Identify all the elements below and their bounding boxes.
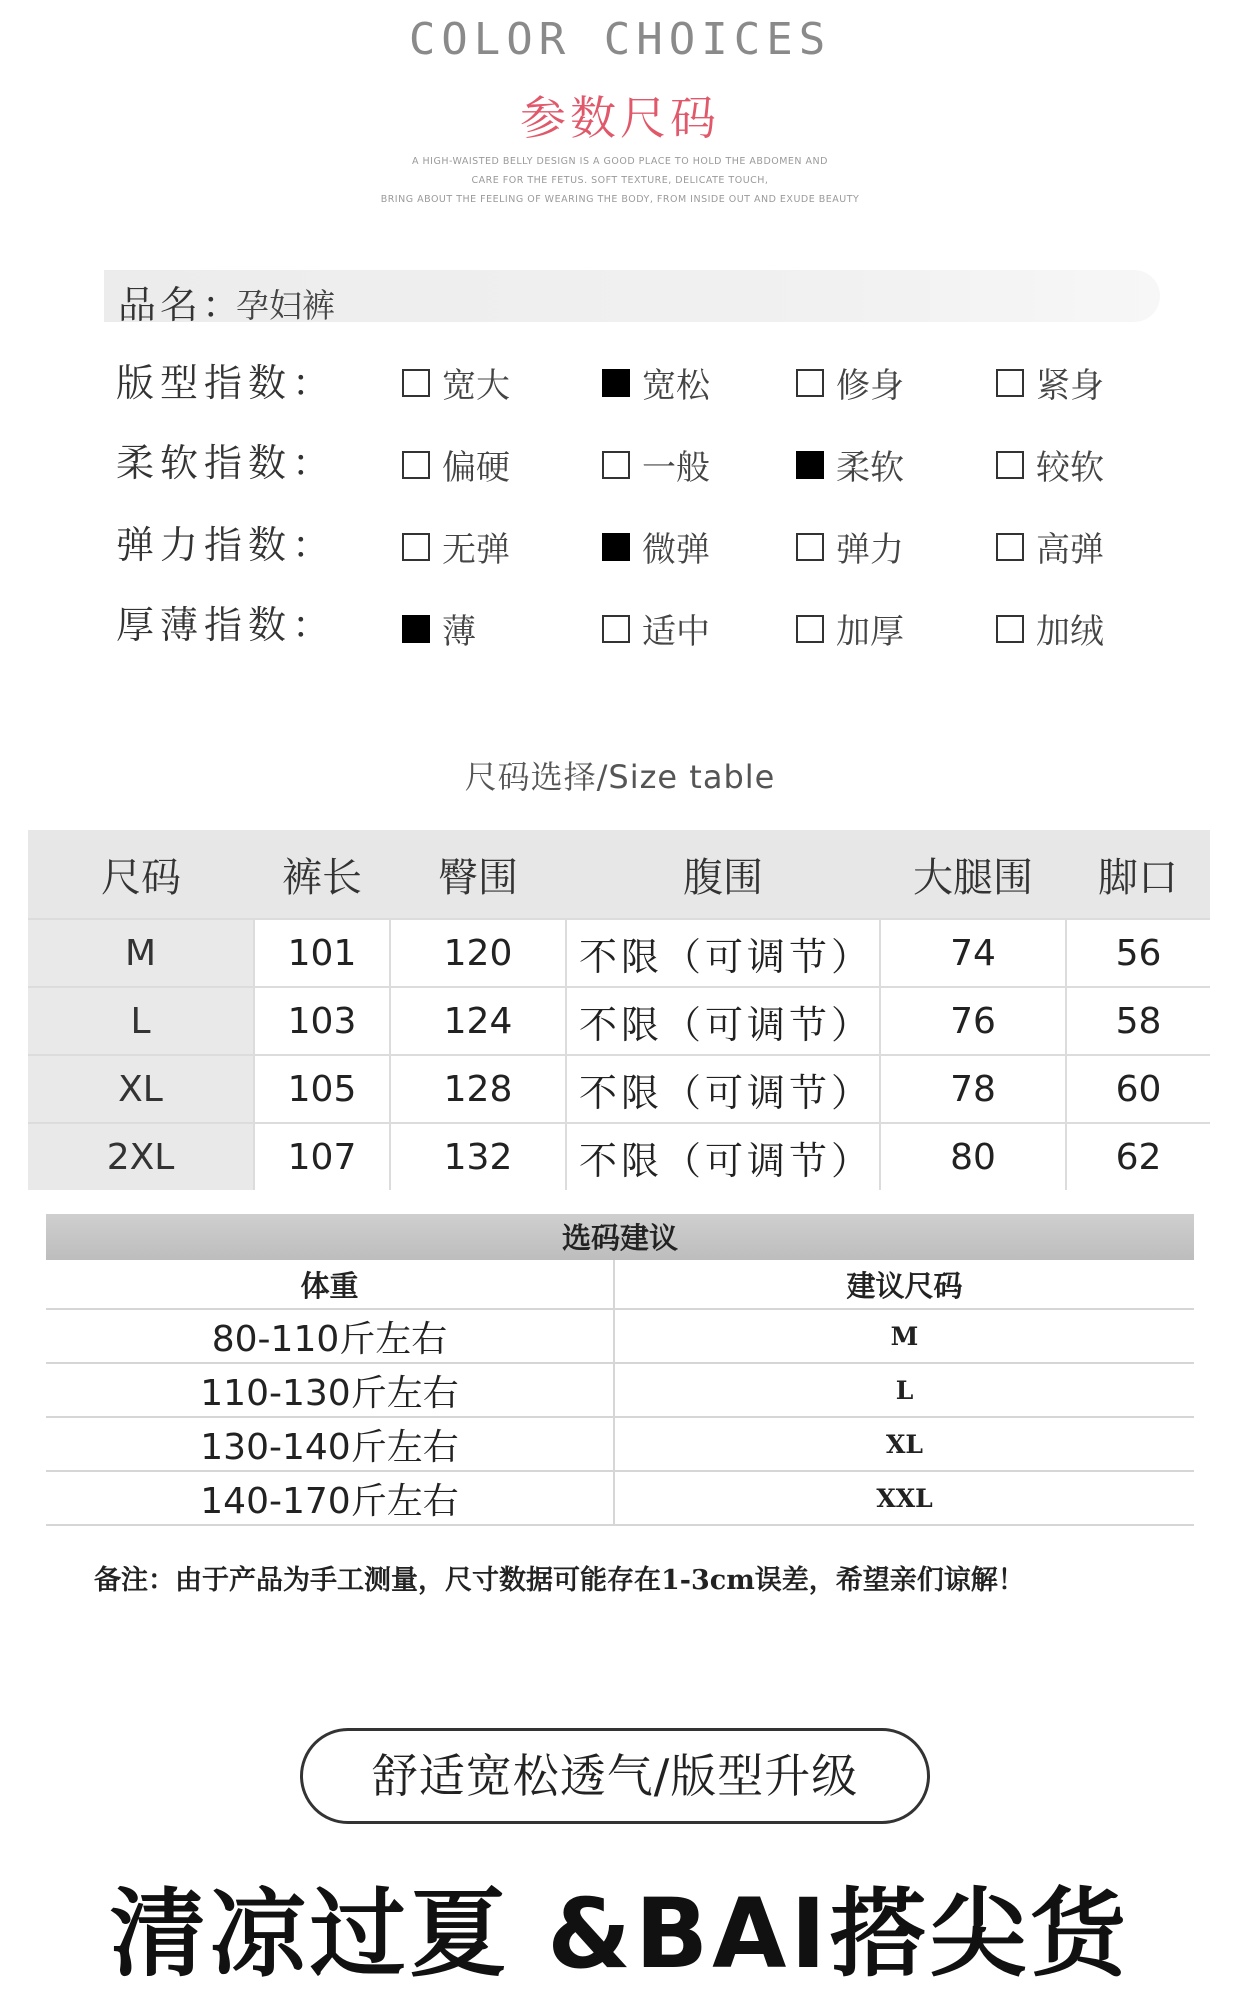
checkbox-icon <box>602 451 630 479</box>
table-row <box>46 1363 1194 1417</box>
hem-cell: 60 <box>1066 1055 1210 1123</box>
size-table <box>28 830 1210 1190</box>
thickness-option-thin: 薄 <box>402 604 476 653</box>
table-row <box>28 919 1210 987</box>
header-weight: 体重 <box>46 1260 614 1309</box>
belly-cell: 不限（可调节） <box>566 1055 880 1123</box>
hem-cell: 56 <box>1066 919 1210 987</box>
header-thigh: 大腿围 <box>880 830 1066 919</box>
table-row <box>28 1123 1210 1190</box>
fit-option-wide: 宽大 <box>402 358 510 407</box>
checkbox-icon <box>602 615 630 643</box>
elasticity-option-none: 无弹 <box>402 522 510 571</box>
color-choices-title: COLOR CHOICES <box>408 14 832 65</box>
hip-cell: 132 <box>390 1123 566 1190</box>
softness-option-normal: 一般 <box>602 440 710 489</box>
table-row <box>46 1309 1194 1363</box>
recommendation-header <box>46 1260 1194 1309</box>
checkbox-icon <box>796 369 824 397</box>
weight-cell: 80-110斤左右 <box>46 1309 614 1363</box>
suggested-size-cell: L <box>614 1363 1194 1417</box>
length-cell: 107 <box>254 1123 390 1190</box>
size-table-header <box>28 830 1210 919</box>
hem-cell: 62 <box>1066 1123 1210 1190</box>
hem-cell: 58 <box>1066 987 1210 1055</box>
length-cell: 105 <box>254 1055 390 1123</box>
header-length: 裤长 <box>254 830 390 919</box>
header-suggested-size: 建议尺码 <box>614 1260 1194 1309</box>
thickness-index-label: 厚薄指数： <box>116 603 337 647</box>
belly-cell: 不限（可调节） <box>566 1123 880 1190</box>
checked-box-icon <box>402 615 430 643</box>
table-row <box>28 987 1210 1055</box>
checkbox-icon <box>402 451 430 479</box>
hip-cell: 120 <box>390 919 566 987</box>
table-row <box>46 1417 1194 1471</box>
table-row <box>28 1055 1210 1123</box>
thickness-option-fleece: 加绒 <box>996 604 1104 653</box>
hip-cell: 124 <box>390 987 566 1055</box>
feature-pill: 舒适宽松透气/版型升级 <box>300 1728 930 1824</box>
promo-title: 清凉过夏 &BAI搭尖货 <box>109 1878 1131 1990</box>
tagline-line-3: BRING ABOUT THE FEELING OF WEARING THE BODY, FROM INSIDE OUT AND EXUDE BEAUTY <box>380 194 860 205</box>
elasticity-option-high: 高弹 <box>996 522 1104 571</box>
size-cell: L <box>28 987 254 1055</box>
header-hem: 脚口 <box>1066 830 1210 919</box>
thickness-option-medium: 适中 <box>602 604 710 653</box>
checkbox-icon <box>996 369 1024 397</box>
suggested-size-cell: XL <box>614 1417 1194 1471</box>
weight-cell: 140-170斤左右 <box>46 1471 614 1525</box>
belly-cell: 不限（可调节） <box>566 987 880 1055</box>
checked-box-icon <box>602 533 630 561</box>
softness-index-label: 柔软指数： <box>116 441 337 485</box>
thickness-option-thick: 加厚 <box>796 604 904 653</box>
softness-option-soft: 柔软 <box>796 440 904 489</box>
checkbox-icon <box>402 369 430 397</box>
length-cell: 101 <box>254 919 390 987</box>
product-name-label: 品名： <box>118 283 245 327</box>
fit-option-tight: 紧身 <box>996 358 1104 407</box>
belly-cell: 不限（可调节） <box>566 919 880 987</box>
thigh-cell: 80 <box>880 1123 1066 1190</box>
checkbox-icon <box>996 533 1024 561</box>
elasticity-index-label: 弹力指数： <box>116 523 337 567</box>
fit-option-slim: 修身 <box>796 358 904 407</box>
suggested-size-cell: M <box>614 1309 1194 1363</box>
checkbox-icon <box>996 615 1024 643</box>
size-table-caption: 尺码选择/Size table <box>464 758 776 796</box>
softness-option-hard: 偏硬 <box>402 440 510 489</box>
checked-box-icon <box>602 369 630 397</box>
suggested-size-cell: XXL <box>614 1471 1194 1525</box>
header-belly: 腹围 <box>566 830 880 919</box>
softness-option-softer: 较软 <box>996 440 1104 489</box>
checkbox-icon <box>996 451 1024 479</box>
tagline-line-1: A HIGH-WAISTED BELLY DESIGN IS A GOOD PLACE TO HOLD THE ABDOMEN AND <box>412 156 828 167</box>
fit-index-label: 版型指数： <box>116 361 337 405</box>
thigh-cell: 76 <box>880 987 1066 1055</box>
product-name-value: 孕妇裤 <box>236 286 335 325</box>
checkbox-icon <box>796 615 824 643</box>
length-cell: 103 <box>254 987 390 1055</box>
checkbox-icon <box>402 533 430 561</box>
header-size: 尺码 <box>28 830 254 919</box>
size-cell: 2XL <box>28 1123 254 1190</box>
recommendation-table <box>46 1260 1194 1526</box>
checkbox-icon <box>796 533 824 561</box>
measurement-note: 备注：由于产品为手工测量，尺寸数据可能存在1-3cm误差，希望亲们谅解！ <box>94 1565 1025 1596</box>
thigh-cell: 78 <box>880 1055 1066 1123</box>
elasticity-option-elastic: 弹力 <box>796 522 904 571</box>
elasticity-option-slight: 微弹 <box>602 522 710 571</box>
weight-cell: 130-140斤左右 <box>46 1417 614 1471</box>
size-cell: M <box>28 919 254 987</box>
size-cell: XL <box>28 1055 254 1123</box>
fit-option-loose: 宽松 <box>602 358 710 407</box>
header-hip: 臀围 <box>390 830 566 919</box>
hip-cell: 128 <box>390 1055 566 1123</box>
thigh-cell: 74 <box>880 919 1066 987</box>
recommendation-title: 选码建议 <box>46 1214 1194 1260</box>
tagline-line-2: CARE FOR THE FETUS. SOFT TEXTURE, DELICATE TOUCH, <box>471 175 769 186</box>
parameters-title: 参数尺码 <box>520 91 720 145</box>
weight-cell: 110-130斤左右 <box>46 1363 614 1417</box>
table-row <box>46 1471 1194 1525</box>
checked-box-icon <box>796 451 824 479</box>
